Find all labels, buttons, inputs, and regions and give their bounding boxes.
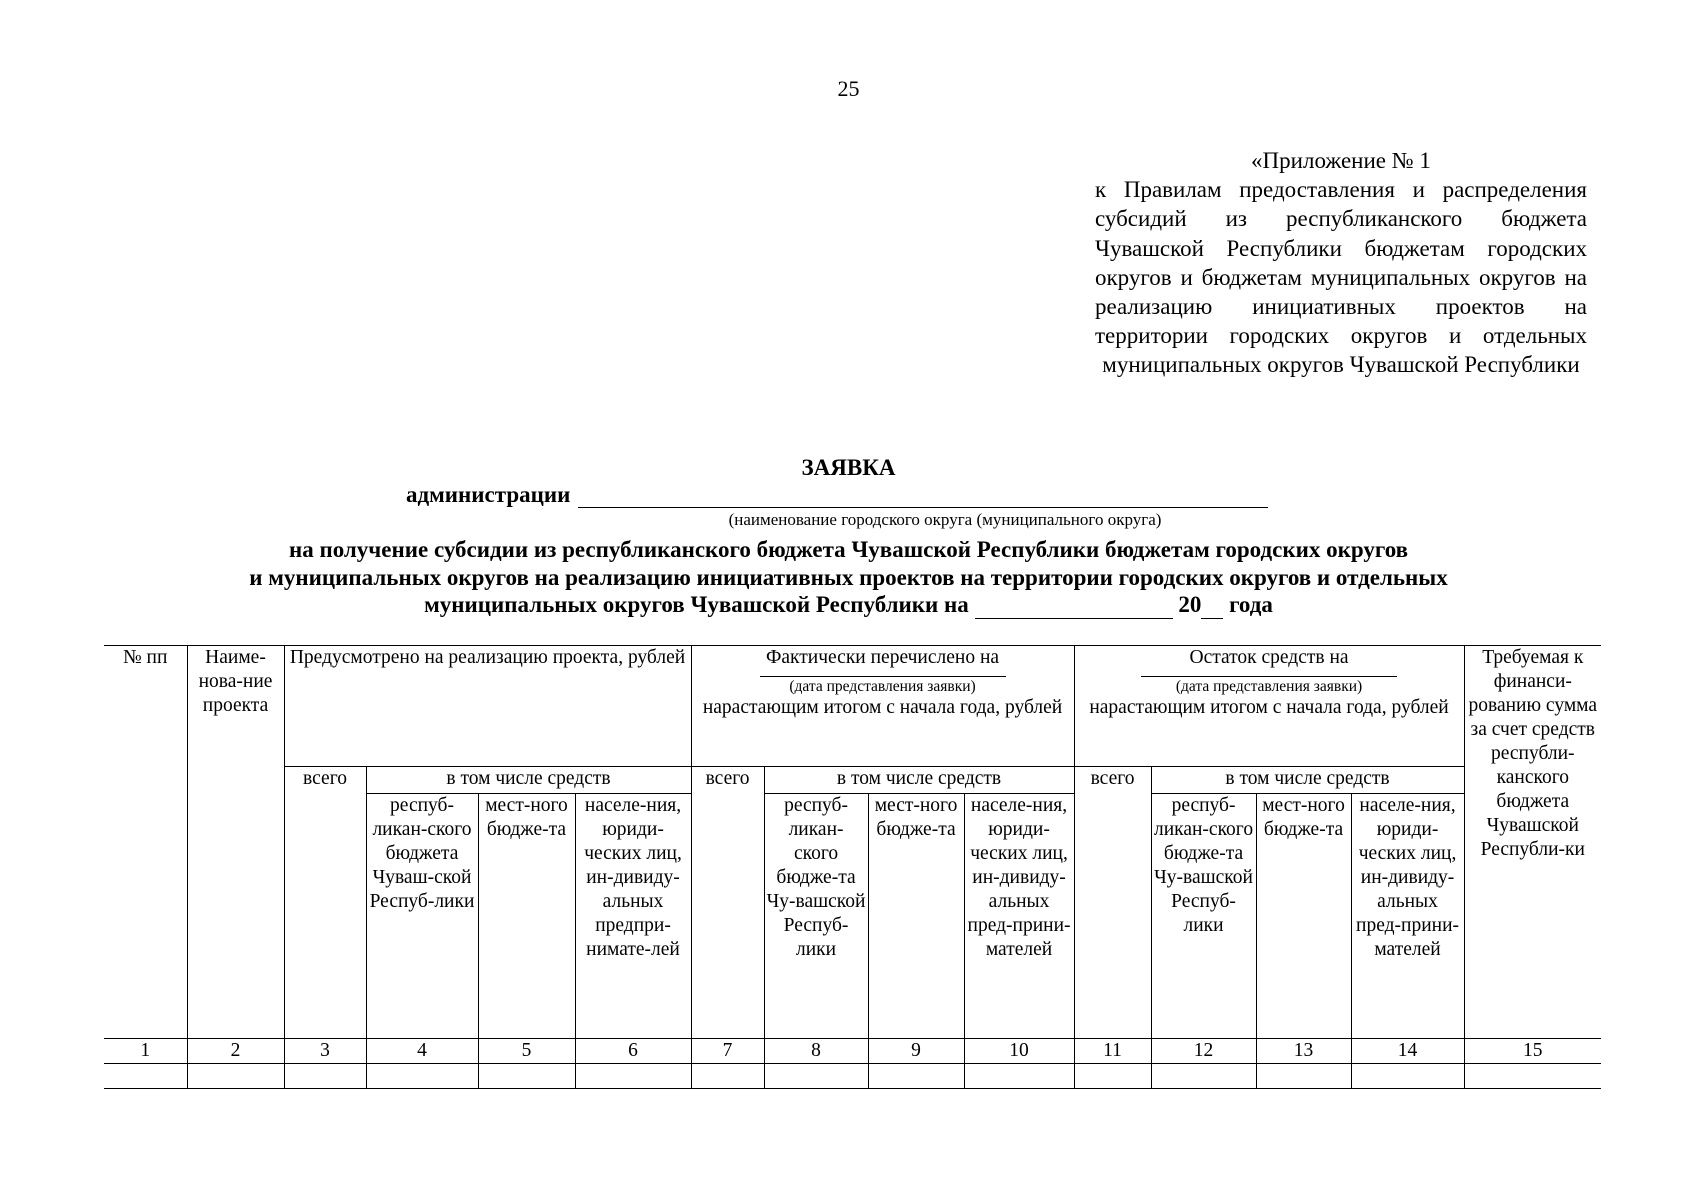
data-cell[interactable] [1464, 1064, 1601, 1089]
header-planned: Предусмотрено на реализацию проекта, рублей [284, 646, 691, 767]
column-number: 9 [868, 1039, 964, 1064]
data-row [104, 1064, 1601, 1089]
purpose-line-3-start: муниципальных округов Чувашской Республики на [424, 592, 969, 617]
data-cell[interactable] [764, 1064, 868, 1089]
column-number: 15 [1464, 1039, 1601, 1064]
column-number: 6 [575, 1039, 691, 1064]
header-remaining [1074, 646, 1464, 767]
appendix-body: к Правилам предоставления и распределения субсидий из республиканского бюджета Чувашской Республики бюджетам городских округов и бюджетам муниципальных округов на реализацию инициативных проектов на территории городских округов и отдельных муниципальных округов Чувашской Республики [1095, 177, 1587, 378]
purpose-line-3 [60, 591, 1637, 619]
column-number: 1 [104, 1039, 187, 1064]
date-blank[interactable] [975, 596, 1173, 619]
column-number: 11 [1074, 1039, 1151, 1064]
admin-name-blank[interactable] [578, 483, 1268, 508]
data-cell[interactable] [868, 1064, 964, 1089]
header-transferred [691, 646, 1074, 767]
data-cell[interactable] [284, 1064, 366, 1089]
remaining-title: Остаток средств на [1189, 647, 1349, 668]
data-cell[interactable] [575, 1064, 691, 1089]
column-number: 7 [691, 1039, 764, 1064]
transferred-cumulative: нарастающим итогом с начала года, рублей [702, 697, 1063, 718]
column-number: 13 [1256, 1039, 1351, 1064]
data-cell[interactable] [187, 1064, 284, 1089]
transferred-date-hint: (дата представления заявки) [760, 676, 1006, 696]
data-cell[interactable] [478, 1064, 575, 1089]
appendix-title: «Приложение № 1 [1251, 148, 1431, 173]
remaining-total: всего [1074, 767, 1151, 1039]
column-number: 3 [284, 1039, 366, 1064]
header-required-sum: Требуемая к финанси-рованию сумма за счет средств республи-канского бюджета Чувашской Республи-ки [1464, 646, 1601, 1039]
data-cell[interactable] [691, 1064, 764, 1089]
transferred-title: Фактически перечислено на [765, 647, 1000, 668]
admin-line [406, 482, 1306, 508]
column-numbers-row [104, 1039, 1601, 1064]
column-number: 14 [1351, 1039, 1464, 1064]
year-suffix: года [1229, 592, 1273, 617]
column-number: 12 [1151, 1039, 1256, 1064]
column-number: 2 [187, 1039, 284, 1064]
remaining-republican: респуб-ликан-ского бюдже-та Чу-вашской Респуб-лики [1151, 794, 1256, 1039]
transferred-republican: респуб-ликан-ского бюдже-та Чу-вашской Респуб-лики [764, 794, 868, 1039]
remaining-local: мест-ного бюдже-та [1256, 794, 1351, 1039]
form-title: ЗАЯВКА [801, 455, 896, 480]
admin-label: администрации [406, 482, 571, 507]
column-number: 10 [964, 1039, 1074, 1064]
admin-hint: (наименование городского округа (муниципального округа) [728, 510, 1162, 529]
appendix-block [1095, 146, 1587, 380]
data-cell[interactable] [1256, 1064, 1351, 1089]
application-table [104, 645, 1601, 1089]
planned-total: всего [284, 767, 366, 1039]
planned-republican: респуб-ликан-ского бюджета Чуваш-ской Респуб-лики [366, 794, 478, 1039]
data-cell[interactable] [104, 1064, 187, 1089]
remaining-population: населе-ния, юриди-ческих лиц, ин-дивиду-альных пред-прини-мателей [1351, 794, 1464, 1039]
page-number: 25 [837, 76, 860, 101]
purpose-line-1: на получение субсидии из республиканского бюджета Чувашской Республики бюджетам городских округов [288, 537, 1409, 562]
remaining-including: в том числе средств [1151, 767, 1464, 794]
transferred-population: населе-ния, юриди-ческих лиц, ин-дивиду-альных пред-прини-мателей [964, 794, 1074, 1039]
year-blank[interactable] [1201, 596, 1223, 619]
planned-population: населе-ния, юриди-ческих лиц, ин-дивиду-альных предпри-нимате-лей [575, 794, 691, 1039]
data-cell[interactable] [366, 1064, 478, 1089]
transferred-local: мест-ного бюдже-та [868, 794, 964, 1039]
remaining-cumulative: нарастающим итогом с начала года, рублей [1089, 697, 1449, 718]
remaining-date-hint: (дата представления заявки) [1141, 676, 1397, 696]
data-cell[interactable] [964, 1064, 1074, 1089]
year-prefix: 20 [1178, 592, 1202, 617]
purpose-line-2: и муниципальных округов на реализацию инициативных проектов на территории городских округов и отдельных [249, 564, 1448, 590]
purpose-text [60, 536, 1637, 619]
planned-including: в том числе средств [366, 767, 691, 794]
column-number: 5 [478, 1039, 575, 1064]
column-number: 4 [366, 1039, 478, 1064]
header-col-number: № пп [104, 646, 187, 1039]
column-number: 8 [764, 1039, 868, 1064]
transferred-total: всего [691, 767, 764, 1039]
data-cell[interactable] [1074, 1064, 1151, 1089]
planned-local: мест-ного бюдже-та [478, 794, 575, 1039]
header-project-name: Наиме-нова-ние проекта [187, 646, 284, 1039]
data-cell[interactable] [1151, 1064, 1256, 1089]
transferred-including: в том числе средств [764, 767, 1074, 794]
data-cell[interactable] [1351, 1064, 1464, 1089]
